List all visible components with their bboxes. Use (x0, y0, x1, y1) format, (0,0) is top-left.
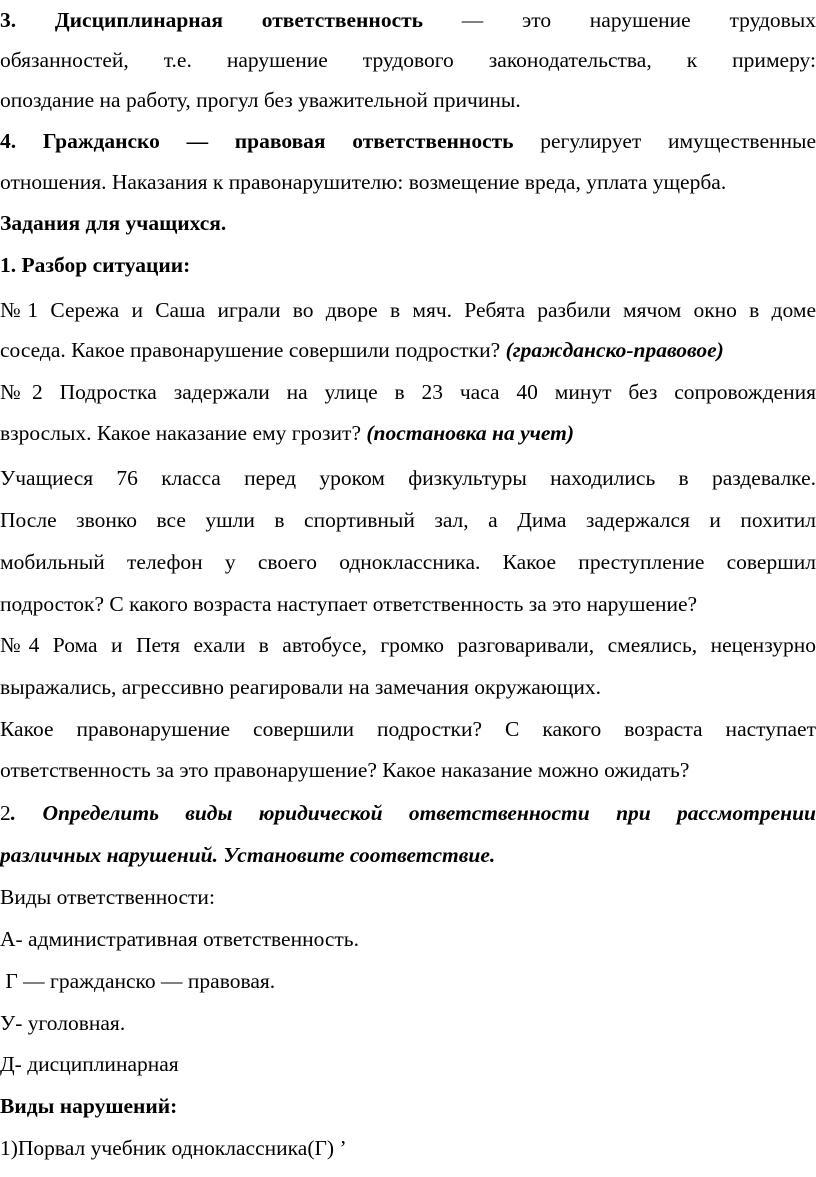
task1-heading: 1. Разбор ситуации: (0, 253, 191, 277)
case1-question: соседа. Какое правонарушение совершили подростки? (0, 338, 506, 362)
p4-line-2: отношения. Наказания к правонарушителю: возмещение вреда, уплата ущерба. (0, 170, 727, 194)
p3-term: Дисциплинарная ответственность (54, 8, 424, 32)
type-item-g: Г — гражданско — правовая. (0, 969, 276, 993)
p3-definition: — это нарушение трудовых (423, 8, 816, 32)
case2-line-2 (0, 413, 816, 454)
violation-item-1: 1)Порвал учебник одноклассника(Г) ’ (0, 1136, 347, 1160)
type-item-a: А- административная ответственность. (0, 927, 359, 951)
task2-line-2: различных нарушений. Установите соответствие. (0, 843, 496, 867)
case1-line-2 (0, 330, 816, 371)
case2-line-1: №2 Подростка задержали на улице в 23 часа 40 минут без сопровождения (0, 380, 816, 404)
task2-number: 2 (0, 801, 11, 825)
case3-line-2: После звонко все ушли в спортивный зал, а Дима задержался и похитил (0, 508, 816, 532)
violations-heading: Виды нарушений: (0, 1094, 178, 1118)
case4-line-1: №4 Рома и Петя ехали в автобусе, громко разговаривали, смеялись, нецензурно (0, 633, 816, 657)
case4-line-4: ответственность за это правонарушение? Какое наказание можно ожидать? (0, 758, 690, 782)
task2-instruction: . Определить виды юридической ответственности при рассмотрении (10, 801, 816, 825)
case1-line-1: №1 Сережа и Саша играли во дворе в мяч. Ребята разбили мячом окно в доме (0, 298, 816, 322)
p3-line-2: обязанностей, т.е. нарушение трудового законодательства, к примеру: (0, 48, 816, 72)
case2-answer: (постановка на учет) (366, 421, 575, 445)
case1-answer: (гражданско-правовое) (505, 338, 724, 362)
tasks-heading: Задания для учащихся. (0, 211, 227, 235)
case3-line-3: мобильный телефон у своего одноклассника. Какое преступление совершил (0, 550, 816, 574)
p4-line-1 (0, 121, 816, 162)
p4-definition: регулирует имущественные (513, 129, 816, 153)
case2-question: взрослых. Какое наказание ему грозит? (0, 421, 367, 445)
case4-line-2: выражались, агрессивно реагировали на замечания окружающих. (0, 675, 601, 699)
case3-line-4: подросток? С какого возраста наступает ответственность за это нарушение? (0, 592, 698, 616)
p3-line-1 (0, 0, 816, 41)
p4-term: 4. Гражданско — правовая ответственность (0, 129, 514, 153)
p3-line-3: опоздание на работу, прогул без уважительной причины. (0, 88, 521, 112)
p3-number: 3. (0, 8, 17, 32)
type-item-u: У- уголовная. (0, 1011, 126, 1035)
type-item-d: Д- дисциплинарная (0, 1052, 179, 1076)
task2-line-1 (0, 793, 816, 834)
case4-line-3: Какое правонарушение совершили подростки? С какого возраста наступает (0, 717, 816, 741)
types-heading: Виды ответственности: (0, 885, 215, 909)
case3-line-1: Учащиеся 76 класса перед уроком физкультуры находились в раздевалке. (0, 466, 816, 490)
